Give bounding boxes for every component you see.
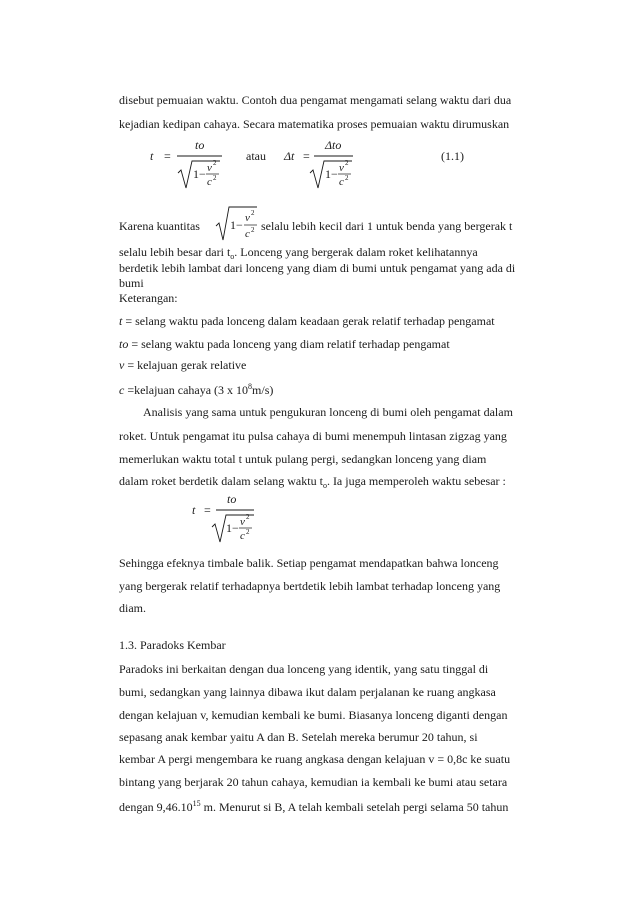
inline-sqrt-formula bbox=[213, 204, 263, 244]
section-line-5: kembar A pergi mengembara ke ruang angkasa dengan kelajuan v = 0,8c ke suatu bbox=[119, 752, 511, 766]
paragraph-2-line-2: selalu lebih besar dari $t_o$. Lonceng yang bergerak dalam roket kelihatannya bbox=[119, 245, 478, 261]
eq-delta-numerator: Δto bbox=[325, 138, 342, 152]
eq2-c-exp: 2 bbox=[246, 528, 250, 536]
eq-v-exp-2: 2 bbox=[345, 159, 349, 167]
eq-numerator: to bbox=[195, 138, 205, 152]
paragraph-4-line-1: Sehingga efeknya timbale balik. Setiap pengamat mendapatkan bahwa lonceng bbox=[119, 556, 499, 570]
eq-c: c bbox=[207, 176, 212, 188]
paragraph-3-line-2: roket. Untuk pengamat itu pulsa cahaya di bumi menempuh lintasan zigzag yang bbox=[119, 429, 507, 443]
keterangan-item: v = kelajuan gerak relative bbox=[119, 358, 247, 372]
equation-1-1 bbox=[0, 134, 520, 194]
inline-one: 1 bbox=[230, 218, 236, 232]
eq2-one: 1 bbox=[226, 521, 232, 535]
eq-lhs-t: t bbox=[150, 149, 154, 163]
inline-v: v bbox=[245, 212, 250, 224]
eq-equals-2: = bbox=[303, 149, 310, 163]
paragraph-3-line-1: Analisis yang sama untuk pengukuran lonceng di bumi oleh pengamat dalam bbox=[143, 405, 513, 419]
equation-2 bbox=[180, 488, 300, 548]
paragraph-1-line-2: kejadian kedipan cahaya. Secara matematika proses pemuaian waktu dirumuskan bbox=[119, 117, 510, 131]
paragraph-3-line-4: dalam roket berdetik dalam selang waktu $t_o$. Ia juga memperoleh waktu sebesar : bbox=[119, 474, 506, 490]
eq-v-exp: 2 bbox=[213, 159, 217, 167]
eq2-v-exp: 2 bbox=[246, 513, 250, 521]
paragraph-2-line-4: bumi bbox=[119, 276, 144, 290]
paragraph-2-line-1-suffix: selalu lebih kecil dari 1 untuk benda yang bergerak t bbox=[261, 219, 513, 233]
paragraph-1-line-1: disebut pemuaian waktu. Contoh dua pengamat mengamati selang waktu dari dua bbox=[119, 93, 512, 107]
eq-delta-lhs: Δt bbox=[284, 149, 295, 163]
eq-equals: = bbox=[164, 149, 171, 163]
paragraph-4-line-2: yang bergerak relatif terhadapnya bertdetik lebih lambat terhadap lonceng yang bbox=[119, 579, 501, 593]
eq-v-2: v bbox=[339, 162, 344, 174]
eq-number: (1.1) bbox=[441, 149, 464, 163]
eq2-equals: = bbox=[204, 503, 211, 517]
eq-c-exp: 2 bbox=[213, 174, 217, 182]
section-line-6: bintang yang berjarak 20 tahun cahaya, kemudian ia kembali ke bumi atau setara bbox=[119, 775, 508, 789]
eq-c-exp-2: 2 bbox=[345, 174, 349, 182]
keterangan-item: t = selang waktu pada lonceng dalam keadaan gerak relatif terhadap pengamat bbox=[119, 314, 495, 328]
section-line-2: bumi, sedangkan yang lainnya dibawa ikut dalam perjalanan ke ruang angkasa bbox=[119, 685, 496, 699]
keterangan-heading: Keterangan: bbox=[119, 291, 178, 305]
section-line-7: dengan 9,46.10$^{15}$ m. Menurut si B, A telah kembali setelah pergi selama 50 tahun bbox=[119, 799, 509, 814]
eq2-c: c bbox=[240, 530, 245, 542]
eq-v: v bbox=[207, 162, 212, 174]
inline-c: c bbox=[245, 228, 250, 240]
inline-v-exp: 2 bbox=[251, 209, 255, 217]
eq-c-2: c bbox=[339, 176, 344, 188]
keterangan-item: c =kelajuan cahaya (3 x $10^8m/s$) bbox=[119, 382, 274, 397]
eq2-v: v bbox=[240, 516, 245, 528]
section-heading: 1.3. Paradoks Kembar bbox=[119, 638, 226, 652]
eq2-numerator: to bbox=[227, 492, 237, 506]
eq2-minus: − bbox=[232, 521, 239, 535]
eq-one: 1 bbox=[193, 167, 199, 181]
eq-connector: atau bbox=[246, 149, 266, 163]
keterangan-item: to = selang waktu pada lonceng yang diam relatif terhadap pengamat bbox=[119, 337, 450, 351]
inline-minus: − bbox=[236, 218, 243, 232]
eq-minus-2: − bbox=[331, 167, 338, 181]
paragraph-2-line-1-prefix: Karena kuantitas bbox=[119, 219, 200, 233]
section-line-1: Paradoks ini berkaitan dengan dua lonceng yang identik, yang satu tinggal di bbox=[119, 662, 489, 676]
eq-minus: − bbox=[199, 167, 206, 181]
paragraph-4-line-3: diam. bbox=[119, 601, 146, 615]
section-line-3: dengan kelajuan v, kemudian kembali ke bumi. Biasanya lonceng diganti dengan bbox=[119, 708, 508, 722]
inline-c-exp: 2 bbox=[251, 226, 255, 234]
paragraph-2-line-3: berdetik lebih lambat dari lonceng yang diam di bumi untuk pengamat yang ada di bbox=[119, 261, 516, 275]
paragraph-3-line-3: memerlukan waktu total t untuk pulang pergi, sedangkan lonceng yang diam bbox=[119, 452, 487, 466]
eq2-lhs-t: t bbox=[192, 503, 196, 517]
eq-one-2: 1 bbox=[325, 167, 331, 181]
section-line-4: sepasang anak kembar yaitu A dan B. Setelah mereka berumur 20 tahun, si bbox=[119, 730, 478, 744]
